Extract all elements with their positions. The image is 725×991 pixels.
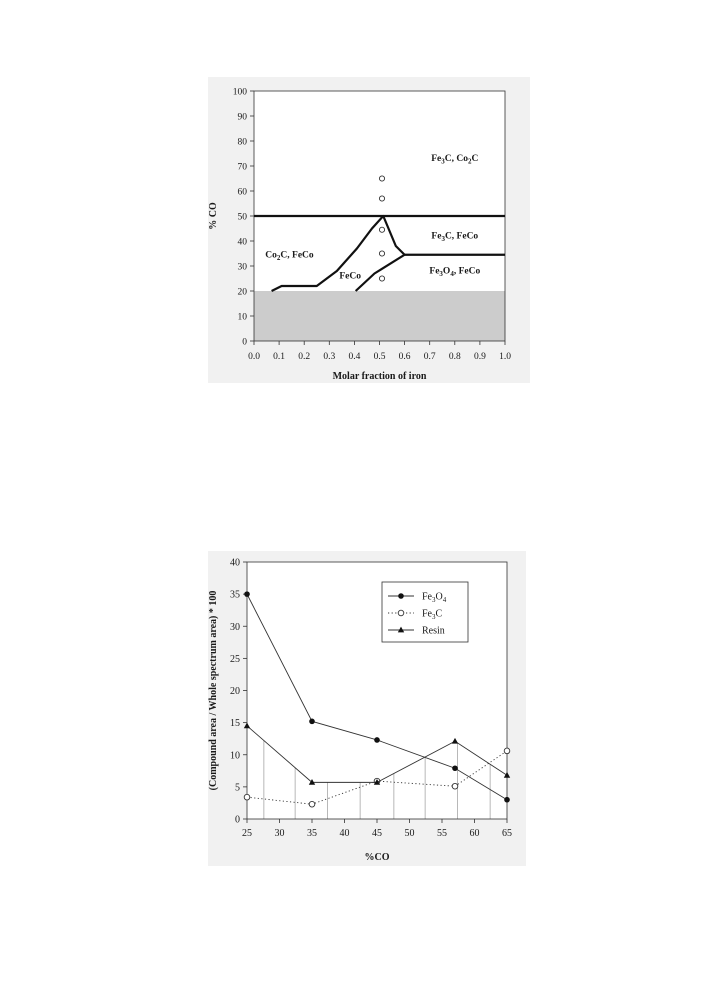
x-tick-label: 40 [339,828,350,839]
y-axis-label: (Compound area / Whole spectrum area) * 100 [208,590,219,791]
y-tick-label: 20 [237,287,247,298]
x-tick-label: 0.4 [348,352,361,362]
data-point [374,737,380,743]
y-tick-label: 50 [237,212,247,223]
region-label: FeCo [339,271,361,282]
data-point [504,748,510,754]
y-tick-label: 10 [230,750,240,762]
region-label: $Co_2C$, FeCo [265,250,314,262]
y-tick-label: 40 [237,237,247,248]
region-label: $Fe_3C$, $Co_2C$ [431,154,479,166]
y-tick-label: 0 [235,814,240,826]
legend-entry: $Fe_3C$ [422,608,443,621]
y-tick-label: 0 [242,337,247,348]
x-tick-label: 0.2 [298,352,311,362]
legend-entry: $Fe_3O_4$ [422,591,447,604]
x-tick-label: 0.6 [398,352,411,362]
y-axis-label: % CO [208,202,219,230]
y-tick-label: 10 [237,312,247,323]
data-point [452,783,458,789]
x-tick-label: 0.9 [473,352,486,362]
y-tick-label: 100 [232,87,247,98]
x-tick-label: 50 [404,828,415,839]
data-point [452,765,458,771]
x-tick-label: 30 [274,828,285,839]
y-tick-label: 30 [230,621,240,633]
data-point [398,593,404,599]
x-tick-label: 0.3 [323,352,336,362]
x-tick-label: 65 [502,828,512,839]
x-tick-label: 35 [307,828,317,839]
region-label: $Fe_3O_4$, FeCo [429,266,481,278]
x-tick-label: 25 [242,828,252,839]
y-tick-label: 5 [235,782,240,794]
x-tick-label: 55 [437,828,447,839]
y-tick-label: 20 [230,686,240,697]
data-point [504,797,510,803]
x-tick-label: 0.5 [373,352,386,362]
y-tick-label: 25 [230,653,240,665]
y-tick-label: 35 [230,589,240,601]
x-tick-label: 0.0 [248,352,260,362]
y-tick-label: 40 [230,557,240,569]
y-tick-label: 90 [237,112,247,123]
data-point [398,610,404,616]
x-tick-label: 0.7 [423,352,436,362]
x-tick-label: 0.8 [448,352,461,362]
y-tick-label: 70 [237,162,247,173]
data-point [244,591,250,597]
data-point [309,801,315,807]
y-tick-label: 30 [237,262,247,273]
y-tick-label: 80 [237,137,247,148]
data-point [244,794,250,800]
legend-entry: Resin [422,625,445,637]
x-tick-label: 60 [469,828,480,839]
data-point [309,719,315,725]
x-axis-label: Molar fraction of iron [332,371,427,382]
x-tick-label: 45 [372,828,382,839]
region-label: $Fe_3C$, FeCo [431,231,479,243]
x-axis-label: %CO [364,852,390,863]
x-tick-label: 1.0 [499,352,511,362]
y-tick-label: 60 [237,187,247,198]
y-tick-label: 15 [230,718,240,730]
x-tick-label: 0.1 [273,352,286,362]
